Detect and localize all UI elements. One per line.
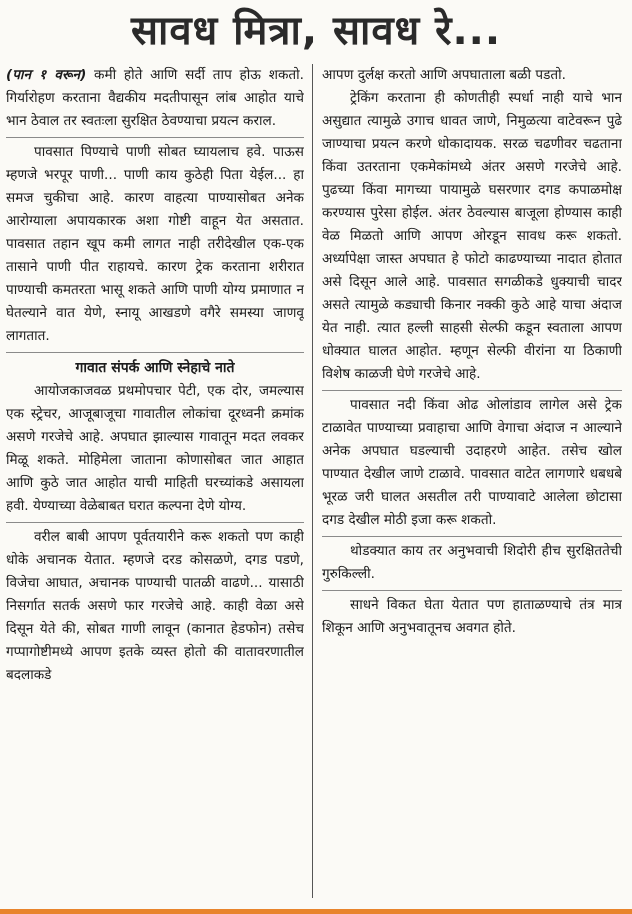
intro-text: कमी होते आणि सर्दी ताप होऊ शकतो. गिर्यारोहण करताना वैद्यकीय मदतीपासून लांब आहोत याचे भान ठेवाल तर स्वतःला सुरक्षित ठेवण्याचा प्रयत्न कराल. [6,67,304,129]
intro-paragraph [6,64,304,133]
paragraph-summary: थोडक्यात काय तर अनुभवाची शिदोरी हीच सुरक्षिततेची गुरुकिल्ली. [322,543,622,582]
section-divider [6,352,304,353]
right-column [322,64,622,902]
left-column [6,64,304,902]
paragraph-dangers: वरील बाबी आपण पूर्वतयारीने करू शकतो पण काही धोके अचानक येतात. म्हणजे दरड कोसळणे, दगड पडणे, विजेचा आघात, अचानक पाण्याची पातळी वाढणे... यासाठी निसर्गात सतर्क असणे फार गरजेचे आहे. काही वेळा असे दिसून येते की, सोबत गाणी लावून (कानात हेडफोन) तसेच गप्पागोष्टीमध्ये आपण इतके व्यस्त होतो की वातावरणातील बदलाकडे [6,529,304,683]
headline: सावध मित्रा, सावध रे... [130,8,502,54]
column-divider [312,64,313,898]
footer-accent-bar [0,909,632,914]
section-divider [322,390,622,391]
paragraph-rivers: पावसात नदी किंवा ओढ ओलांडाव लागेल असे ट्रेक टाळावेत पाण्याच्या प्रवाहाचा आणि वेगाचा अंदाज न आल्याने अनेक अपघात घडल्याची उदाहरणे आहेत. तसेच खोल पाण्यात देखील जाणे टाळावे. पावसात वाटेत लागणारे धबधबे भूरळ जरी घालत असतील तरी पाण्यावाटे आलेला छोटासा दगड देखील मोठी इजा करू शकतो. [322,397,622,528]
section-divider [322,590,622,591]
continuation-reference: (पान १ वरून) [6,67,87,83]
paragraph-closing: साधने विकत घेता येतात पण हाताळण्याचे तंत्र मात्र शिकून आणि अनुभवातूनच अवगत होते. [322,597,622,636]
paragraph-dangers-continued: आपण दुर्लक्ष करतो आणि अपघाताला बळी पडतो. [322,67,566,83]
section-divider [6,522,304,523]
paragraph-village: आयोजकाजवळ प्रथमोपचार पेटी, एक दोर, जमल्यास एक स्ट्रेचर, आजूबाजूचा गावातील लोकांचा दूरध्वनी क्रमांक असणे गरजेचे आहे. अपघात झाल्यास गावातून मदत लवकर मिळू शकते. मोहिमेला जाताना कोणासोबत जात आहात आणि कुठे जात आहोत याची माहिती घरच्यांकडे असायला हवी. येण्याच्या वेळेबाबत घरात कल्पना देणे योग्य. [6,383,304,514]
subheading: गावात संपर्क आणि स्नेहाचे नाते [75,360,235,376]
section-divider [6,137,304,138]
paragraph-water: पावसात पिण्याचे पाणी सोबत घ्यायलाच हवे. पाऊस म्हणजे भरपूर पाणी... पाणी काय कुठेही पिता येईल... हा समज चुकीचा आहे. कारण वाहत्या पाण्यासोबत अनेक आरोग्याला अपायकारक अशा गोष्टी वाहून येत असतात. पावसात तहान खूप कमी लागत नाही तरीदेखील एक-एक तासाने पाणी पीत राहायचे. कारण ट्रेक करताना शरीरात पाण्याची कमतरता भासू शकते आणि पाणी योग्य प्रमाणात न घेतल्याने वात येणे, स्नायू आखडणे वगैरे समस्या जाणवू लागतात. [6,144,304,344]
paragraph-trekking: ट्रेकिंग करताना ही कोणतीही स्पर्धा नाही याचे भान असुद्यात त्यामुळे उगाच धावत जाणे, निमुळत्या वाटेवरून पुढे जाण्याचा प्रयत्न करणे धोकादायक. सरळ चढणीवर चढताना किंवा उतरताना एकमेकांमध्ये अंतर असणे गरजेचे आहे. पुढच्या किंवा मागच्या पायामुळे घसरणार दगड कपाळमोक्ष करण्यास पुरेसा होईल. अंतर ठेवल्यास बाजूला होण्यास काही वेळ मिळतो आणि आपण ओरडून सावध करू शकतो. अर्ध्यापेक्षा जास्त अपघात हे फोटो काढण्याच्या नादात होतात असे दिसून आले आहे. पावसात सगळीकडे धुक्याची चादर असते त्यामुळे कड्याची किनार नक्की कुठे आहे याचा अंदाज येत नाही. त्यात हल्ली साहसी सेल्फी कडून स्वताला आपण धोक्यात घालत आहोत. म्हणून सेल्फी वीरांना या ठिकाणी विशेष काळजी घेणे गरजेचे आहे. [322,90,622,382]
section-divider [322,536,622,537]
